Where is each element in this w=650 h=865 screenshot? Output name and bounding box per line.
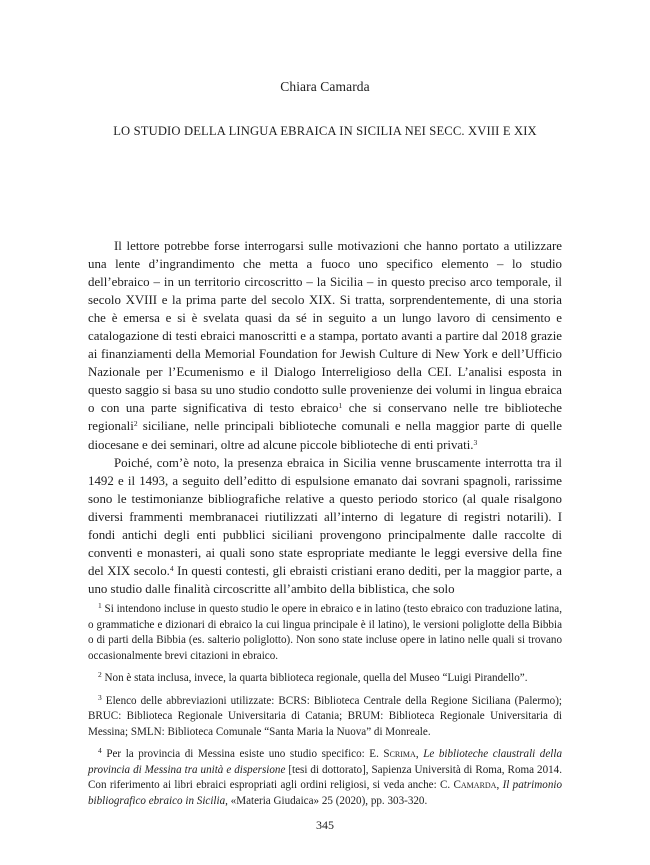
footnote-text: , «Materia Giudaica» 25 (2020), pp. 303-320. <box>225 794 428 807</box>
footnote <box>88 671 562 687</box>
article-body <box>88 237 562 598</box>
article-author: Chiara Camarda <box>280 79 370 94</box>
footnote-number: 2 <box>98 670 102 679</box>
body-paragraph <box>88 454 562 598</box>
footnote-text: Elenco delle abbreviazioni utilizzate: BCRS: Biblioteca Centrale della Regione Siciliana (Palermo); BRUC: Biblioteca Regionale Universitaria di Catania; BRUM: Biblioteca Regionale Universitaria di Messina; SMLN: Biblioteca Comunale “Santa Maria la Nuova” di Monreale. <box>88 694 563 738</box>
footnote <box>88 747 562 809</box>
article-title: LO STUDIO DELLA LINGUA EBRAICA IN SICILIA NEI SECC. XVIII E XIX <box>113 124 537 138</box>
body-text: In questi contesti, gli ebraisti cristiani erano dediti, per la maggior parte, a uno studio dalle finalità circoscritte all’ambito della biblistica, che solo <box>88 563 562 596</box>
footnote-text: , <box>496 779 503 791</box>
body-text: siciliane, nelle principali biblioteche comunali e nella maggior parte di quelle diocesane e dei seminari, oltre ad alcune piccole biblioteche di enti privati. <box>88 419 562 452</box>
footnote-ref[interactable]: 4 <box>169 563 174 573</box>
footnote-text: Si intendono incluse in questo studio le opere in ebraico e in latino (testo ebraico con traduzione latina, o grammatiche e dizionari di ebraico la cui lingua principale è il latino), le versioni poliglotte della Bibbia o di parti della Bibbia (es. salterio poliglotto). Non sono state incluse opere in latino nelle quali si trovano occasionalmente brevi citazioni in ebraico. <box>88 603 562 662</box>
footnote-number: 3 <box>98 692 102 702</box>
footnote <box>88 694 562 741</box>
footnote-number: 4 <box>98 746 102 755</box>
footnote-text: Per la provincia di Messina esiste uno studio specifico: E. <box>106 748 384 760</box>
footnote <box>88 602 562 664</box>
body-text: che si conservano nelle tre biblioteche regionali <box>88 401 562 434</box>
footnote-ref[interactable]: 3 <box>473 437 478 447</box>
body-paragraph <box>88 237 562 454</box>
cited-author: Camarda <box>453 779 497 791</box>
cited-title: Il patrimonio bibliografico ebraico in Sicilia <box>88 779 562 807</box>
footnote-text: Non è stata inclusa, invece, la quarta biblioteca regionale, quella del Museo “Luigi Pirandello”. <box>104 672 528 684</box>
footnote-text: [tesi di dottorato], Sapienza Università di Roma, Roma 2014. Con riferimento ai libri ebraici espropriati agli ordini religiosi, si veda anche: C. <box>88 763 562 791</box>
page-number: 345 <box>316 818 334 832</box>
footnote-number: 1 <box>98 601 102 610</box>
footnote-text: , <box>415 748 424 760</box>
footnotes <box>88 602 562 816</box>
footnote-ref[interactable]: 2 <box>133 419 138 429</box>
cited-author: Scrima <box>383 748 416 760</box>
cited-title: Le biblioteche claustrali della provincia di Messina tra unità e dispersione <box>88 748 562 776</box>
body-text: Poiché, com’è noto, la presenza ebraica in Sicilia venne bruscamente interrotta tra il 1492 e il 1493, a seguito dell’editto di espulsione emanato dai sovrani spagnoli, rarissime sono le testimonianze bibliografiche relative a questo periodo storico (al quale risalgono diversi frammenti membranacei riutilizzati all’interno di legature di registri notarili). I fondi antichi degli enti pubblici siciliani provengono principalmente dalle raccolte di conventi e monasteri, ai quali sono state espropriate mediante le leggi eversive della fine del XIX secolo. <box>88 455 562 578</box>
body-text: Il lettore potrebbe forse interrogarsi sulle motivazioni che hanno portato a utilizzare una lente d’ingrandimento che metta a fuoco uno specifico elemento – lo studio dell’ebraico – in un territorio circoscritto – la Sicilia – in questo preciso arco temporale, il secolo XVIII e la prima parte del secolo XIX. Si tratta, sorprendentemente, di una storia che è emersa e si è svelata quasi da sé in seguito a un lungo lavoro di censimento e catalogazione di testi ebraici manoscritti e a stampa, portato avanti a partire dal 2018 grazie ai finanziamenti della Memorial Foundation for Jewish Culture di New York e dell’Ufficio Nazionale per l’Ecumenismo e il Dialogo Interreligioso della CEI. L’analisi esposta in questo saggio si basa su uno studio condotto sulle provenienze dei volumi in lingua ebraica o con una parte significativa di testo ebraico <box>88 239 562 416</box>
footnote-ref[interactable]: 1 <box>338 401 343 411</box>
